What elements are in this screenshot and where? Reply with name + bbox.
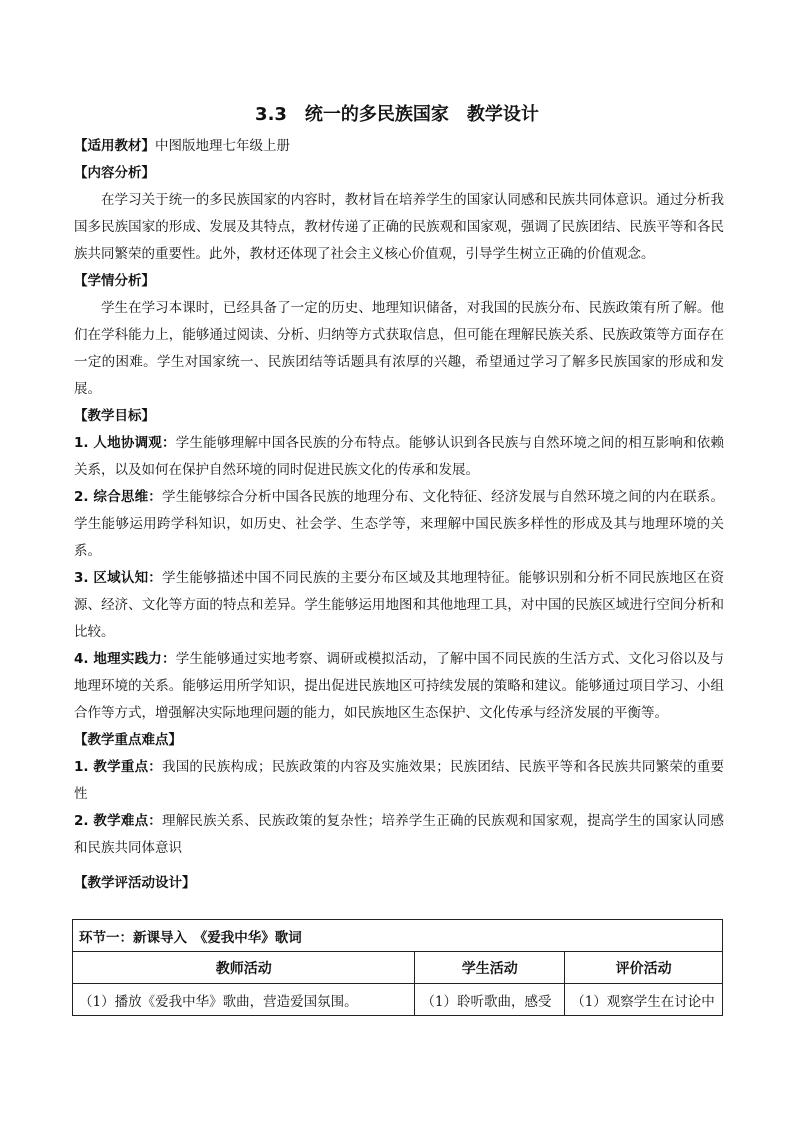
page-title: 3.3 统一的多民族国家 教学设计 [255, 104, 539, 125]
header-evaluation: 评价活动 [565, 952, 723, 984]
evaluation-cell: （1）观察学生在讨论中 [565, 984, 723, 1016]
table-header-row [73, 952, 723, 984]
goal-head: 1. 人地协调观： [74, 435, 176, 451]
goal-head: 3. 区域认知： [74, 570, 162, 586]
content-analysis-text: 在学习关于统一的多民族国家的内容时，教材旨在培养学生的国家认同感和民族共同体意识。通过分析我国多民族国家的形成、发展及其特点，教材传递了正确的民族观和国家观，强调了民族团结、民族平等和各民族共同繁荣的重要性。此外，教材还体现了社会主义核心价值观，引导学生树立正确的价值观念。 [74, 192, 724, 262]
goal-item [74, 430, 724, 484]
key-point-text: 理解民族关系、民族政策的复杂性；培养学生正确的民族观和国家观，提高学生的国家认同感和民族共同体意识 [74, 813, 724, 856]
goal-text: 学生能够理解中国各民族的分布特点。能够认识到各民族与自然环境之间的相互影响和依赖关系，以及如何在保护自然环境的同时促进民族文化的传承和发展。 [74, 435, 724, 478]
goal-item [74, 565, 724, 646]
key-point-head: 2. 教学难点： [74, 813, 162, 829]
key-point-item [74, 808, 724, 862]
material-line [74, 133, 724, 160]
document-body [74, 133, 724, 897]
header-student: 学生活动 [415, 952, 565, 984]
student-analysis-text: 学生在学习本课时，已经具备了一定的历史、地理知识储备，对我国的民族分布、民族政策有所了解。他们在学科能力上，能够通过阅读、分析、归纳等方式获取信息，但可能在理解民族关系、民族政策等方面存在一定的困难。学生对国家统一、民族团结等话题具有浓厚的兴趣，希望通过学习了解多民族国家的形成和发展。 [74, 300, 724, 397]
goal-item [74, 646, 724, 727]
content-analysis-heading: 【内容分析】 [74, 165, 155, 181]
material-label: 【适用教材】 [74, 138, 155, 154]
key-point-item [74, 754, 724, 808]
student-analysis-heading: 【学情分析】 [74, 273, 155, 289]
activity-heading: 【教学评活动设计】 [74, 875, 196, 891]
goals-heading: 【教学目标】 [74, 408, 155, 424]
goal-head: 4. 地理实践力： [74, 651, 176, 667]
header-teacher: 教师活动 [73, 952, 415, 984]
goal-text: 学生能够综合分析中国各民族的地理分布、文化特征、经济发展与自然环境之间的内在联系。学生能够运用跨学科知识，如历史、社会学、生态学等，来理解中国民族多样性的形成及其与地理环境的关系。 [74, 489, 724, 559]
table-row [73, 920, 723, 952]
key-points-heading: 【教学重点难点】 [74, 732, 182, 748]
goal-head: 2. 综合思维： [74, 489, 162, 505]
activity-table [72, 919, 723, 1016]
student-cell: （1）聆听歌曲，感受 [415, 984, 565, 1016]
goal-text: 学生能够通过实地考察、调研或模拟活动，了解中国不同民族的生活方式、文化习俗以及与地理环境的关系。能够运用所学知识，提出促进民族地区可持续发展的策略和建议。能够通过项目学习、小组合作等方式，增强解决实际地理问题的能力，如民族地区生态保护、文化传承与经济发展的平衡等。 [74, 651, 724, 721]
key-point-text: 我国的民族构成；民族政策的内容及实施效果；民族团结、民族平等和各民族共同繁荣的重要性 [74, 759, 724, 802]
goal-item [74, 484, 724, 565]
table-row [73, 984, 723, 1016]
stage-cell: 环节一：新课导入 《爱我中华》歌词 [73, 920, 723, 952]
teacher-cell: （1）播放《爱我中华》歌曲，营造爱国氛围。 [73, 984, 415, 1016]
material-value: 中图版地理七年级上册 [155, 138, 290, 154]
goal-text: 学生能够描述中国不同民族的主要分布区域及其地理特征。能够识别和分析不同民族地区在资源、经济、文化等方面的特点和差异。学生能够运用地图和其他地理工具，对中国的民族区域进行空间分析和比较。 [74, 570, 724, 640]
key-point-head: 1. 教学重点： [74, 759, 162, 775]
spacer [74, 862, 724, 870]
